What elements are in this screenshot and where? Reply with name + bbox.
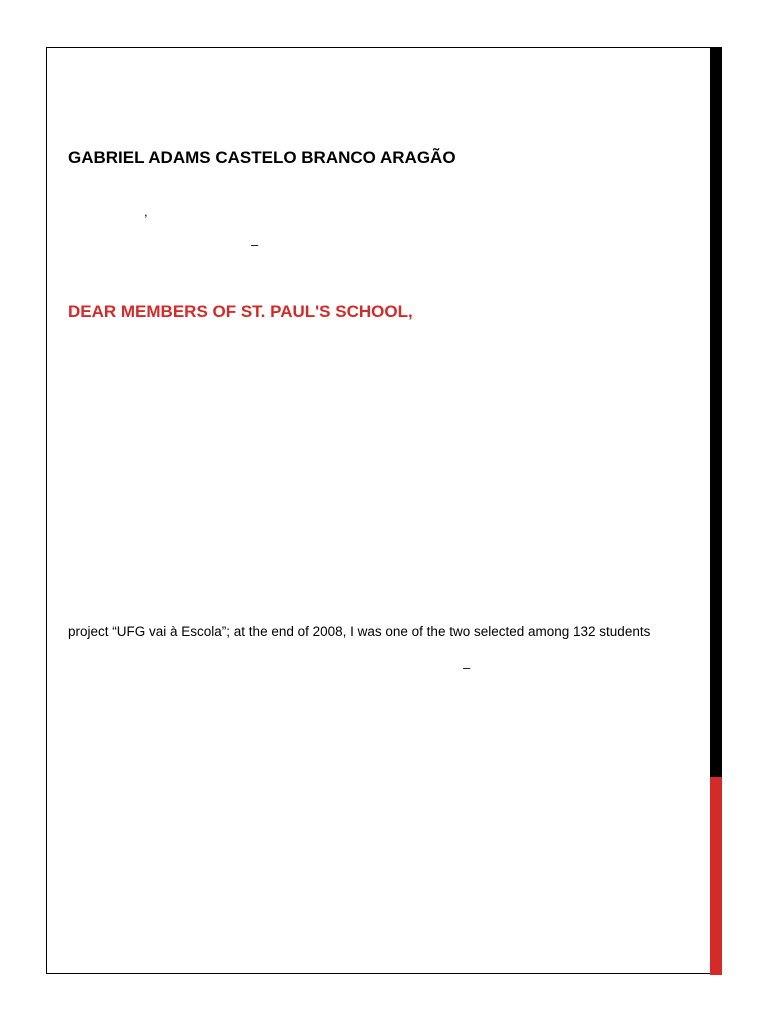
body-text-line: project “UFG vai à Escola”; at the end of 2008, I was one of the two selected among 132 students [68, 624, 651, 639]
document-page [46, 47, 722, 974]
comma-mark: , [144, 204, 148, 219]
side-accent-bar [710, 47, 722, 975]
author-name: GABRIEL ADAMS CASTELO BRANCO ARAGÃO [68, 148, 456, 167]
side-bar-red-segment [710, 777, 722, 975]
dash-mark-2: – [463, 660, 471, 675]
letter-greeting: DEAR MEMBERS OF ST. PAUL'S SCHOOL, [68, 302, 413, 321]
side-bar-black-segment [710, 47, 722, 777]
dash-mark-1: – [251, 237, 259, 252]
